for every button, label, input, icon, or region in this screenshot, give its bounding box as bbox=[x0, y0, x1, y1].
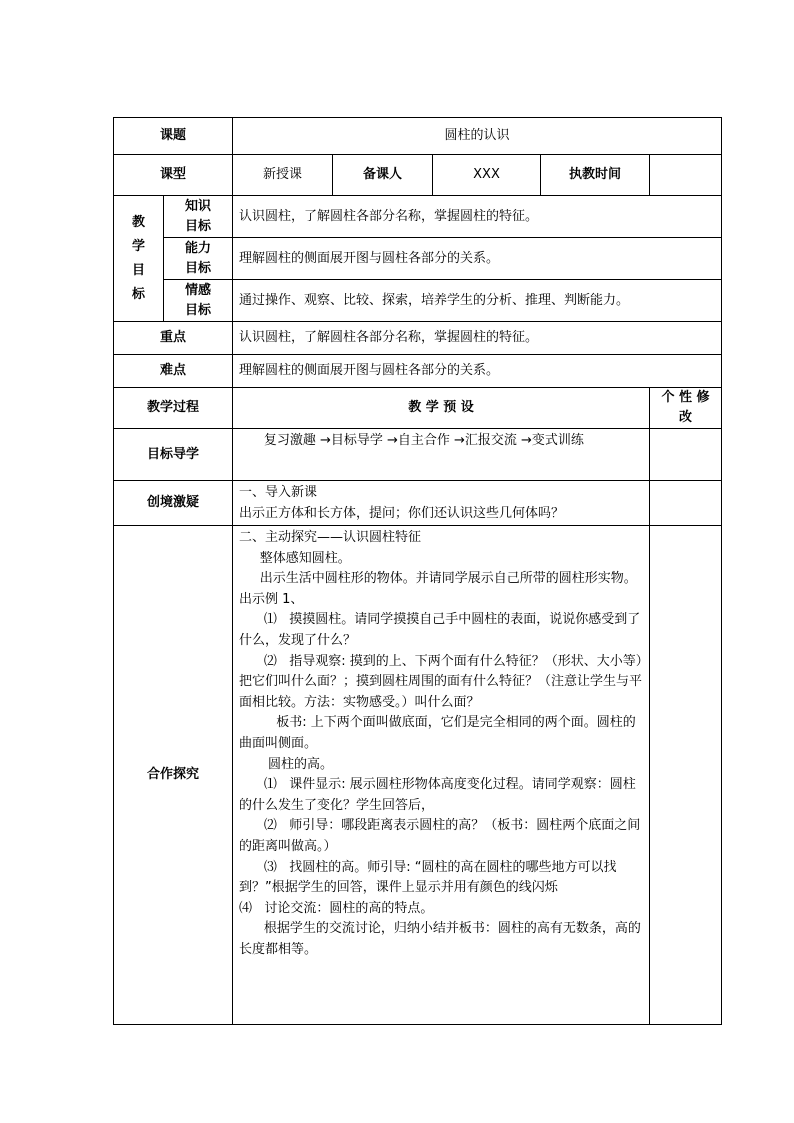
row-process-header bbox=[114, 388, 722, 429]
row-topic bbox=[114, 118, 722, 155]
topic-value: 圆柱的认识 bbox=[233, 118, 722, 155]
row-type bbox=[114, 155, 722, 196]
situation-text: 一、导入新课 出示正方体和长方体，提问；你们还认识这些几何体吗？ bbox=[233, 481, 650, 526]
row-explore bbox=[114, 526, 722, 1025]
row-situation bbox=[114, 481, 722, 526]
preparer-value: XXX bbox=[433, 155, 541, 196]
time-value bbox=[650, 155, 722, 196]
design-label: 教 学 预 设 bbox=[233, 388, 650, 429]
type-value: 新授课 bbox=[233, 155, 333, 196]
difficulty-text: 理解圆柱的侧面展开图与圆柱各部分的关系。 bbox=[233, 355, 722, 388]
guide-text: 复习激趣 →目标导学 →自主合作 →汇报交流 →变式训练 bbox=[233, 429, 650, 481]
lesson-plan-table bbox=[113, 117, 722, 1025]
guide-label: 目标导学 bbox=[114, 429, 233, 481]
topic-label: 课题 bbox=[114, 118, 233, 155]
preparer-label: 备课人 bbox=[333, 155, 433, 196]
explore-text: 二、主动探究——认识圆柱特征 整体感知圆柱。 出示生活中圆柱形的物体。并请同学展示自己所带的圆柱形实物。 出示例 1、 ⑴ 摸摸圆柱。请同学摸摸自己手中圆柱的表面，说说你感受到了什么，发现了什么？ ⑵ 指导观察: 摸到的上、下两个面有什么特征？（形状、大小等）把它们叫什么面？；摸到圆柱周围的面有什么特征？（注意让学生与平面相比较。方法：实物感受。）叫什么面？ 板书: 上下两个面叫做底面，它们是完全相同的两个面。圆柱的曲面叫侧面。 圆柱的高。 ⑴ 课件显示: 展示圆柱形物体高度变化过程。请同学观察：圆柱的什么发生了变化？学生回答后， ⑵ 师引导：哪段距离表示圆柱的高？（板书：圆柱两个底面之间的距离叫做高。） ⑶ 找圆柱的高。师引导: “圆柱的高在圆柱的哪些地方可以找到？”根据学生的回答，课件上显示并用有颜色的线闪烁 ⑷ 讨论交流：圆柱的高的特点。 根据学生的交流讨论，归纳小结并板书：圆柱的高有无数条，高的长度都相等。 bbox=[233, 526, 650, 1025]
goal-knowledge-label: 知识 目标 bbox=[164, 196, 233, 238]
row-keypoint bbox=[114, 322, 722, 355]
process-label: 教学过程 bbox=[114, 388, 233, 429]
goal-ability-text: 理解圆柱的侧面展开图与圆柱各部分的关系。 bbox=[233, 238, 722, 280]
type-label: 课型 bbox=[114, 155, 233, 196]
keypoint-label: 重点 bbox=[114, 322, 233, 355]
difficulty-label: 难点 bbox=[114, 355, 233, 388]
goal-knowledge-text: 认识圆柱，了解圆柱各部分名称，掌握圆柱的特征。 bbox=[233, 196, 722, 238]
explore-revision bbox=[650, 526, 722, 1025]
goal-ability-label: 能力 目标 bbox=[164, 238, 233, 280]
row-guide bbox=[114, 429, 722, 481]
situation-revision bbox=[650, 481, 722, 526]
keypoint-text: 认识圆柱，了解圆柱各部分名称，掌握圆柱的特征。 bbox=[233, 322, 722, 355]
row-difficulty bbox=[114, 355, 722, 388]
situation-label: 创境激疑 bbox=[114, 481, 233, 526]
guide-revision bbox=[650, 429, 722, 481]
revision-label: 个 性 修 改 bbox=[650, 388, 722, 429]
row-goal-ability bbox=[114, 238, 722, 280]
goals-label: 教 学 目 标 bbox=[114, 196, 164, 322]
time-label: 执教时间 bbox=[541, 155, 650, 196]
row-goal-emotion bbox=[114, 280, 722, 322]
explore-label: 合作探究 bbox=[114, 526, 233, 1025]
goal-emotion-label: 情感 目标 bbox=[164, 280, 233, 322]
goal-emotion-text: 通过操作、观察、比较、探索，培养学生的分析、推理、判断能力。 bbox=[233, 280, 722, 322]
row-goal-knowledge bbox=[114, 196, 722, 238]
